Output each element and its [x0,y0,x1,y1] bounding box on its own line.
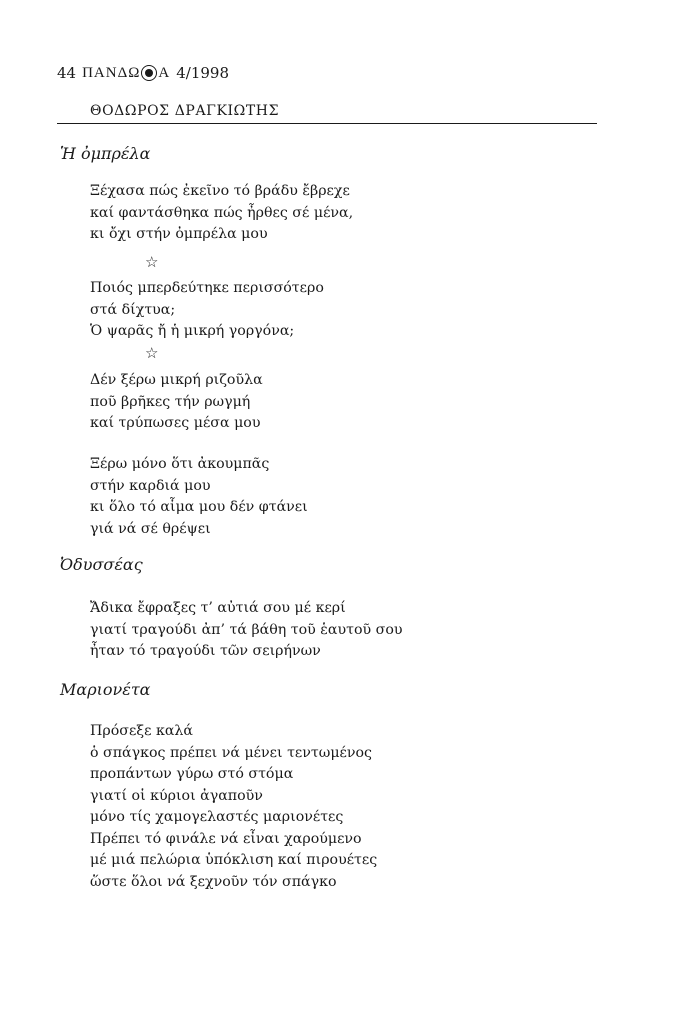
poem-title: Ὀδυσσέας [60,555,143,574]
poem-line: στά δίχτυα; [90,301,176,318]
poem-stanza [90,598,403,663]
poem-line: Δέν ξέρω μικρή ριζοῦλα [90,372,263,388]
poem-line: καί φαντάσθηκα πώς ἦρθες σέ μένα, [90,204,354,221]
magazine-title-end: Α [158,64,171,81]
magazine-logo-icon [141,65,157,81]
star-separator-icon: ☆ [145,344,159,362]
author-name: ΘΟΔΩΡΟΣ ΔΡΑΓΚΙΩΤΗΣ [90,103,280,119]
poem-stanza [90,721,377,893]
star-separator-icon: ☆ [145,253,159,271]
page-number: 44 [57,64,77,82]
poem-line: μόνο τίς χαμογελαστές μαριονέτες [90,809,344,825]
poem-line: ποῦ βρῆκες τήν ρωγμή [90,393,251,410]
poem-line: γιατί οἱ κύριοι ἀγαποῦν [90,787,263,804]
poem-line: προπάντων γύρω στό στόμα [90,766,294,782]
poem-title: Μαριονέτα [60,680,151,699]
poem-line: ἦταν τό τραγούδι τῶν σειρήνων [90,643,321,659]
poem-line: στήν καρδιά μου [90,477,211,494]
poem-line: ὁ σπάγκος πρέπει νά μένει τεντωμένος [90,744,373,761]
poem-line: Ξέρω μόνο ὅτι ἀκουμπᾶς [90,456,270,472]
poem-line: ὥστε ὅλοι νά ξεχνοῦν τόν σπάγκο [90,873,337,890]
poem-line: Ὁ ψαρᾶς ἤ ἡ μικρή γοργόνα; [90,323,295,339]
poem-stanza [90,370,263,435]
poem-line: Πρόσεξε καλά [90,723,193,739]
running-head [57,64,229,82]
poem-stanza [90,454,308,540]
header-divider [57,123,597,124]
poem-stanza [90,181,353,246]
poem-line: μέ μιά πελώρια ὑπόκλιση καί πιρουέτες [90,852,378,868]
poem-title: Ἡ ὀμπρέλα [60,144,151,163]
poem-stanza [90,278,324,343]
poem-line: Ποιός μπερδεύτηκε περισσότερο [90,280,324,296]
poem-line: καί τρύπωσες μέσα μου [90,415,261,431]
poem-line: Ἄδικα ἔφραξες τ’ αὐτιά σου μέ κερί [90,600,346,616]
poem-line: γιά νά σέ θρέψει [90,520,211,537]
poem-line: Πρέπει τό φινάλε νά εἶναι χαρούμενο [90,830,362,847]
poem-line: κι ὅλο τό αἷμα μου δέν φτάνει [90,499,308,515]
magazine-title [82,65,170,82]
poem-line: Ξέχασα πώς ἐκεῖνο τό βράδυ ἔβρεχε [90,183,350,199]
magazine-title-start: ΠΑΝΔΩ [82,64,141,81]
poem-line: γιατί τραγούδι ἀπ’ τά βάθη τοῦ ἑαυτοῦ σου [90,621,403,638]
poem-line: κι ὄχι στήν ὀμπρέλα μου [90,226,268,242]
issue-number: 4/1998 [176,64,230,82]
